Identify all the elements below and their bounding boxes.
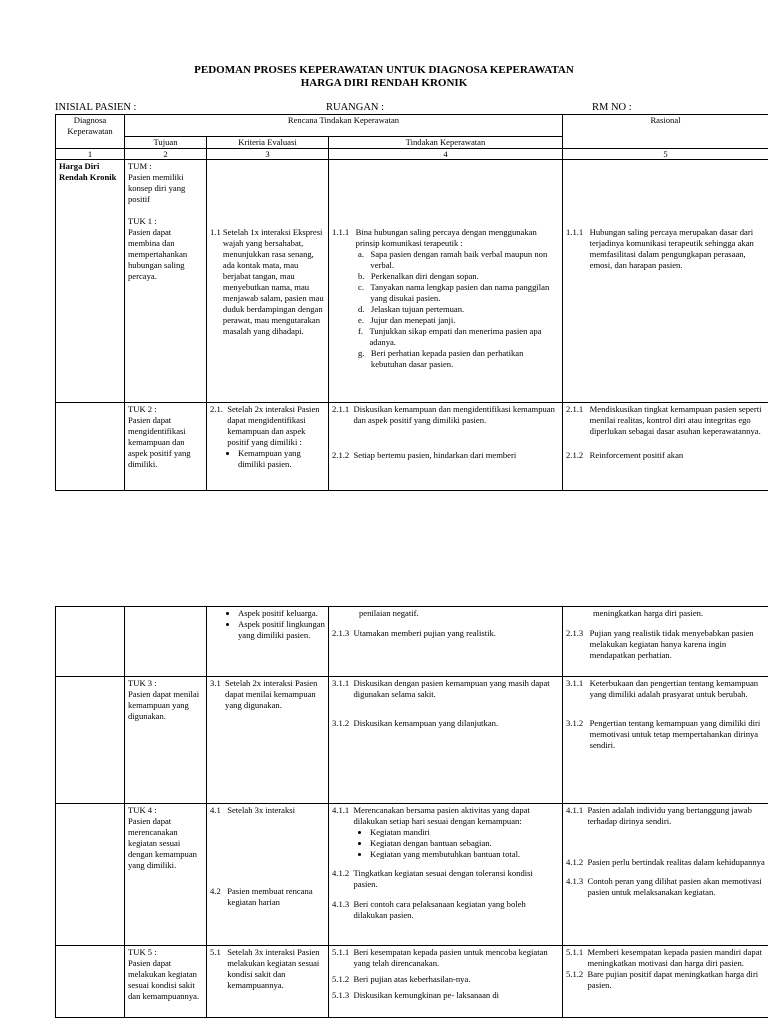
rasional-number: 4.1.1 <box>566 805 584 815</box>
kriteria-bullet: • Kemampuan yang dimiliki pasien. <box>238 448 325 470</box>
rasional-cell-tuk5 <box>563 946 768 1018</box>
sublist-text: Sapa pasien dengan ramah baik verbal maupun non verbal. <box>370 249 548 270</box>
rasional-cell-tuk2-cont <box>563 607 768 677</box>
kriteria-number: 1.1 <box>210 227 221 237</box>
diagnosa-text: Harga Diri Rendah Kronik <box>59 161 117 182</box>
rasional-number: 1.1.1 <box>566 227 584 237</box>
tindakan-cell-tuk2 <box>329 403 563 491</box>
sublist-text: Tunjukkan sikap empati dan menerima pasien apa adanya. <box>369 326 542 347</box>
kriteria-cell-tuk2-cont <box>207 607 329 677</box>
diagnosa-cell-empty <box>56 607 125 677</box>
kriteria-cell-tuk1 <box>207 160 329 403</box>
col-number-3: 3 <box>207 149 329 160</box>
col-header-rasional: Rasional <box>563 115 768 149</box>
tindakan-cell-tuk1 <box>329 160 563 403</box>
col-header-rencana: Rencana Tindakan Keperawatan <box>125 115 563 137</box>
rasional-text: Memberi kesempatan kepada pasien mandiri dapat meningkatkan motivasi dan harga diri pasien. <box>587 947 762 968</box>
rasional-cell-tuk1 <box>563 160 768 403</box>
tuk4-label: TUK 4 : <box>128 805 157 815</box>
tindakan-sublist-item <box>358 271 559 282</box>
sublist-text: Perkenalkan diri dengan sopan. <box>370 271 479 281</box>
kriteria-cell-tuk5 <box>207 946 329 1018</box>
kriteria-number: 3.1 <box>210 678 221 688</box>
sublist-letter: c. <box>358 282 371 292</box>
document-title-line1: PEDOMAN PROSES KEPERAWATAN UNTUK DIAGNOSA KEPERAWATAN <box>194 64 574 76</box>
col-number-2: 2 <box>125 149 207 160</box>
table-row-tuk1 <box>56 160 768 403</box>
tindakan-sublist-item <box>358 249 559 271</box>
table-row-tuk4 <box>56 804 768 946</box>
tindakan-text: Beri contoh cara pelaksanaan kegiatan yang boleh dilakukan pasien. <box>353 899 526 920</box>
rasional-text: Reinforcement positif akan <box>589 450 684 460</box>
tindakan-cell-tuk2-cont <box>329 607 563 677</box>
sublist-text: Tanyakan nama lengkap pasien dan nama panggilan yang disukai pasien. <box>370 282 550 303</box>
tuk4-text: Pasien dapat merencanakan kegiatan sesuai dengan kemampuan yang dimiliki. <box>128 816 197 870</box>
tindakan-cell-tuk4 <box>329 804 563 946</box>
kriteria-cell-tuk3 <box>207 677 329 804</box>
tindakan-number: 2.1.3 <box>332 628 350 638</box>
rm-no-label: RM NO : <box>592 102 632 113</box>
tuk5-label: TUK 5 : <box>128 947 157 957</box>
tindakan-number: 3.1.2 <box>332 718 350 728</box>
sublist-letter: d. <box>358 304 371 314</box>
rasional-text: Keterbukaan dan pengertian tentang kemampuan yang dimiliki adalah prasyarat untuk berubah. <box>589 678 759 699</box>
col-number-4: 4 <box>329 149 563 160</box>
diagnosa-cell-empty <box>56 804 125 946</box>
rasional-text: Pengertian tentang kemampuan yang dimiliki diri memotivasi untuk tetap mempertahankan dirinya sendiri. <box>589 718 761 750</box>
tindakan-sublist-item <box>358 326 559 348</box>
tujuan-cell-tuk4 <box>125 804 207 946</box>
kriteria-number: 5.1 <box>210 947 221 957</box>
col-number-5: 5 <box>563 149 768 160</box>
tindakan-number: 5.1.1 <box>332 947 350 957</box>
kriteria-cell-tuk2 <box>207 403 329 491</box>
sublist-letter: f. <box>358 326 370 336</box>
tindakan-number: 1.1.1 <box>332 227 350 237</box>
rasional-cell-tuk2 <box>563 403 768 491</box>
diagnosa-cell <box>56 160 125 403</box>
tindakan-text: Merencanakan bersama pasien aktivitas yang dapat dilakukan setiap hari sesuai dengan kemampuan: <box>353 805 530 826</box>
tuk5-text: Pasien dapat melakukan kegiatan sesuai kondisi sakit dan kemampuannya. <box>128 958 200 1001</box>
tindakan-continued: penilaian negatif. <box>359 608 419 618</box>
kriteria-text: Setelah 2x interaksi Pasien dapat mengidentifikasi kemampuan dan aspek positif yang dimiliki : <box>227 404 320 447</box>
rasional-text: Pasien perlu bertindak realitas dalam kehidupannya <box>587 857 765 867</box>
tindakan-text: Setiap bertemu pasien, hindarkan dari memberi <box>353 450 517 460</box>
tujuan-cell-tuk1 <box>125 160 207 403</box>
tuk3-text: Pasien dapat menilai kemampuan yang digunakan. <box>128 689 200 721</box>
kriteria-text: Pasien membuat rencana kegiatan harian <box>227 886 313 907</box>
tindakan-number: 3.1.1 <box>332 678 350 688</box>
kriteria-text: Setelah 2x interaksi Pasien dapat menilai kemampuan yang digunakan. <box>225 678 318 710</box>
tindakan-number: 2.1.1 <box>332 404 350 414</box>
tindakan-sublist-item <box>358 304 559 315</box>
kriteria-number: 2.1. <box>210 404 223 414</box>
sublist-text: Jujur dan menepati janji. <box>370 315 456 325</box>
bullet-item: • Aspek positif keluarga. <box>238 608 325 619</box>
col-header-tujuan: Tujuan <box>125 137 207 149</box>
sublist-letter: b. <box>358 271 371 281</box>
kriteria-text: Setelah 3x interaksi <box>227 805 295 815</box>
tindakan-text: Utamakan memberi pujian yang realistik. <box>353 628 496 638</box>
table-row-tuk3 <box>56 677 768 804</box>
diagnosa-cell-empty <box>56 403 125 491</box>
rasional-number: 2.1.3 <box>566 628 584 638</box>
document-title-line2: HARGA DIRI RENDAH KRONIK <box>300 77 468 89</box>
tindakan-number: 4.1.3 <box>332 899 350 909</box>
rasional-continued: meningkatkan harga diri pasien. <box>593 608 704 618</box>
tindakan-number: 4.1.1 <box>332 805 350 815</box>
tindakan-sublist-item <box>358 348 559 370</box>
rasional-text: Pasien adalah individu yang bertanggung jawab terhadap dirinya sendiri. <box>587 805 752 826</box>
sublist-letter: e. <box>358 315 371 325</box>
tujuan-cell-tuk3 <box>125 677 207 804</box>
rasional-cell-tuk4 <box>563 804 768 946</box>
table-row-tuk5 <box>56 946 768 1018</box>
tindakan-bullets <box>332 827 559 860</box>
sublist-letter: a. <box>358 249 371 259</box>
tindakan-text: Diskusikan kemampuan dan mengidentifikasi kemampuan dan aspek positif yang dimiliki pasien. <box>353 404 555 425</box>
tindakan-text: Diskusikan kemampuan yang dilanjutkan. <box>353 718 499 728</box>
rasional-number: 3.1.2 <box>566 718 584 728</box>
tum-text: Pasien memiliki konsep diri yang positif <box>128 172 186 204</box>
tindakan-number: 2.1.2 <box>332 450 350 460</box>
tujuan-cell-tuk5 <box>125 946 207 1018</box>
tujuan-cell-tuk2 <box>125 403 207 491</box>
rasional-number: 4.1.3 <box>566 876 584 886</box>
tujuan-cell-empty <box>125 607 207 677</box>
nursing-plan-table-page2 <box>55 606 768 1018</box>
rasional-text: Contoh peran yang dilihat pasien akan memotivasi pasien untuk melaksanakan kegiatan. <box>587 876 762 897</box>
rasional-number: 4.1.2 <box>566 857 584 867</box>
tuk2-label: TUK 2 : <box>128 404 157 414</box>
col-header-kriteria: Kriteria Evaluasi <box>207 137 329 149</box>
rasional-cell-tuk3 <box>563 677 768 804</box>
ruangan-label: RUANGAN : <box>326 102 385 113</box>
tindakan-sublist-item <box>358 282 559 304</box>
tindakan-sublist <box>332 249 559 370</box>
tum-label: TUM : <box>128 161 152 171</box>
tuk1-label: TUK 1 : <box>128 216 157 226</box>
rasional-text: Mendiskusikan tingkat kemampuan pasien seperti menilai realitas, kontrol diri atau integritas ego diperlukan sebagai dasar asuhan keperawatannya. <box>589 404 762 436</box>
diagnosa-cell-empty <box>56 677 125 804</box>
inisial-pasien-label: INISIAL PASIEN : <box>55 102 137 113</box>
tindakan-sublist-item <box>358 315 559 326</box>
table-row-tuk2-continued <box>56 607 768 677</box>
kriteria-bullets <box>210 608 325 641</box>
tindakan-number: 4.1.2 <box>332 868 350 878</box>
tindakan-number: 5.1.3 <box>332 990 350 1000</box>
col-header-diagnosa: Diagnosa Keperawatan <box>56 115 125 149</box>
rasional-text: Bare pujian positif dapat meningkatkan harga diri pasien. <box>587 969 759 990</box>
col-header-tindakan: Tindakan Keperawatan <box>329 137 563 149</box>
kriteria-cell-tuk4 <box>207 804 329 946</box>
bullet-item: • Kegiatan yang membutuhkan bantuan total. <box>370 849 559 860</box>
kriteria-text: Setelah 3x interaksi Pasien melakukan kegiatan sesuai kondisi sakit dan kemampuannya. <box>227 947 320 990</box>
rasional-number: 5.1.1 <box>566 947 584 957</box>
kriteria-number: 4.1 <box>210 805 221 815</box>
diagnosa-cell-empty <box>56 946 125 1018</box>
tindakan-text: Beri kesempatan kepada pasien untuk mencoba kegiatan yang telah direncanakan. <box>353 947 548 968</box>
kriteria-number: 4.2 <box>210 886 221 896</box>
rasional-text: Pujian yang realistik tidak menyebabkan pasien melakukan kegiatan hanya karena ingin mendapatkan perhatian. <box>589 628 754 660</box>
sublist-text: Jelaskan tujuan pertemuan. <box>370 304 465 314</box>
bullet-item: • Kegiatan mandiri <box>370 827 559 838</box>
nursing-plan-table-page1 <box>55 114 768 491</box>
tindakan-number: 5.1.2 <box>332 974 350 984</box>
rasional-number: 5.1.2 <box>566 969 584 979</box>
rasional-number: 3.1.1 <box>566 678 584 688</box>
tuk3-label: TUK 3 : <box>128 678 157 688</box>
sublist-text: Beri perhatian kepada pasien dan perhatikan kebutuhan dasar pasien. <box>370 348 524 369</box>
table-row-tuk2 <box>56 403 768 491</box>
tindakan-text: Tingkatkan kegiatan sesuai dengan toleransi kondisi pasien. <box>353 868 533 889</box>
tindakan-cell-tuk3 <box>329 677 563 804</box>
tindakan-text: Beri pujian atas keberhasilan-nya. <box>353 974 471 984</box>
tuk2-text: Pasien dapat mengidentifikasi kemampuan dan aspek positif yang dimiliki. <box>128 415 191 469</box>
sublist-letter: g. <box>358 348 371 358</box>
tindakan-text: Diskusikan kemungkinan pe- laksanaan di <box>353 990 500 1000</box>
rasional-text: Hubungan saling percaya merupakan dasar dari terjadinya komunikasi terapeutik sehingga akan memfasilitasi dalam pengungkapan perasaan, emosi, dan harapan pasien. <box>589 227 754 270</box>
kriteria-text: Setelah 1x interaksi Ekspresi wajah yang bersahabat, menunjukkan rasa senang, ada kontak mata, mau berjabat tangan, mau menyebutkan nama, mau menjawab salam, pasien mau duduk berdampingan dengan perawat, mau mengutarakan masalah yang dihadapi. <box>222 227 324 336</box>
tuk1-text: Pasien dapat membina dan mempertahankan hubungan saling percaya. <box>128 227 188 281</box>
bullet-item: • Kegiatan dengan bantuan sebagian. <box>370 838 559 849</box>
tindakan-text: Diskusikan dengan pasien kemampuan yang masih dapat digunakan selama sakit. <box>353 678 550 699</box>
tindakan-cell-tuk5 <box>329 946 563 1018</box>
rasional-number: 2.1.1 <box>566 404 584 414</box>
bullet-item: • Aspek positif lingkungan yang dimiliki pasien. <box>238 619 325 641</box>
tindakan-text: Bina hubungan saling percaya dengan menggunakan prinsip komunikasi terapeutik : <box>355 227 537 248</box>
rasional-number: 2.1.2 <box>566 450 584 460</box>
col-number-1: 1 <box>56 149 125 160</box>
